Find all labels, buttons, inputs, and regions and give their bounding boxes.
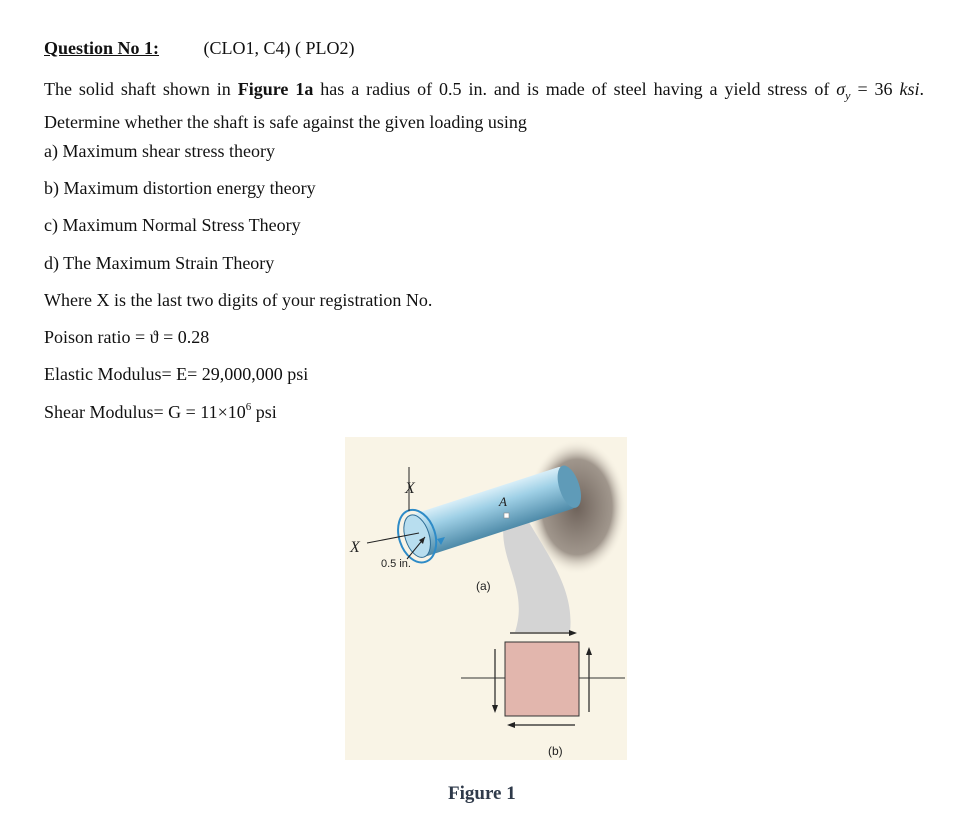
statement-part-3: . Determine whether the shaft is safe against the given loading using: [44, 79, 924, 132]
yield-symbol: σ: [836, 79, 846, 99]
question-tags: (CLO1, C4) ( PLO2): [203, 38, 355, 58]
axis-x-left-label: X: [350, 539, 360, 556]
shear-arrow-left-head: [492, 705, 498, 713]
figure-reference: Figure 1a: [237, 79, 314, 99]
statement-part-2: has a radius of 0.5 in. and is made of steel having a yield stress of: [313, 79, 837, 99]
shear-arrow-bottom-head: [507, 722, 515, 728]
shear-modulus: [44, 401, 277, 423]
poisson-ratio: Poison ratio = ϑ = 0.28: [44, 327, 210, 347]
problem-statement: [44, 76, 924, 135]
shear-arrow-right-head: [586, 647, 592, 655]
label-a: (a): [476, 579, 491, 593]
figure-1: [345, 437, 627, 760]
point-a-marker: [504, 513, 509, 518]
elastic-modulus: Elastic Modulus= E= 29,000,000 psi: [44, 364, 309, 384]
figure-caption: Figure 1: [448, 783, 516, 804]
axis-x-top-label: X: [405, 480, 415, 497]
shear-modulus-base: Shear Modulus= G = 11×10: [44, 402, 246, 422]
stress-element: [505, 642, 579, 716]
yield-value: 36: [874, 79, 893, 99]
yield-subscript: y: [845, 88, 851, 103]
shear-modulus-unit: psi: [251, 402, 277, 422]
shear-arrow-top-head: [569, 630, 577, 636]
shaft-diagram: [345, 437, 627, 760]
option-d: d) The Maximum Strain Theory: [44, 253, 275, 273]
label-b: (b): [548, 744, 563, 758]
option-c: c) Maximum Normal Stress Theory: [44, 215, 301, 235]
option-a: a) Maximum shear stress theory: [44, 141, 275, 161]
registration-note: Where X is the last two digits of your registration No.: [44, 290, 433, 310]
shear-modulus-exponent: 6: [245, 401, 252, 413]
yield-unit: ksi: [899, 79, 920, 99]
statement-part-1: The solid shaft shown in: [44, 79, 238, 99]
question-heading: [44, 38, 355, 59]
point-a-label: A: [499, 494, 507, 509]
option-b: b) Maximum distortion energy theory: [44, 178, 316, 198]
yield-equals: =: [850, 79, 875, 99]
radius-label: 0.5 in.: [381, 558, 411, 570]
question-number: Question No 1:: [44, 38, 160, 58]
